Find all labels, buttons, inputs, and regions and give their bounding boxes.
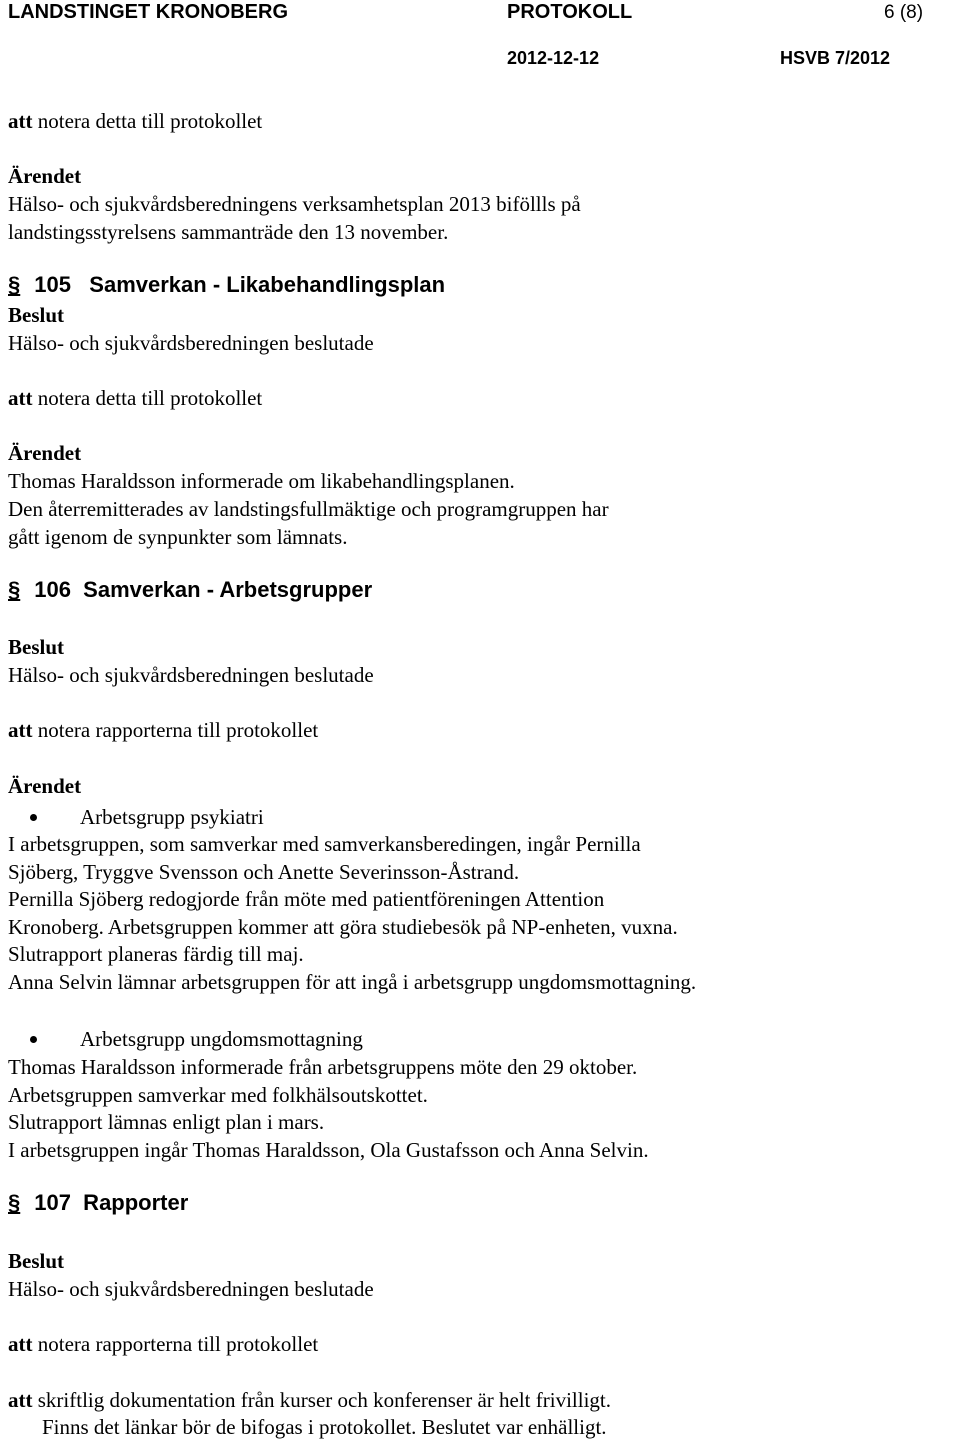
heading-beslut: Beslut	[8, 303, 65, 327]
page-number: 6 (8)	[884, 2, 924, 23]
heading-beslut: Beslut	[8, 635, 65, 659]
bullet-icon	[30, 814, 37, 821]
list-item: Arbetsgrupp ungdomsmottagning	[80, 1027, 363, 1051]
section-107-heading: § 107 Rapporter	[8, 1190, 189, 1215]
text-line: Den återremitterades av landstingsfullmäktige och programgruppen har	[8, 497, 609, 521]
text-line: I arbetsgruppen, som samverkar med samverkansberedingen, ingår Pernilla	[8, 832, 641, 856]
decision-line: att notera detta till protokollet	[8, 109, 263, 133]
section-105-heading: § 105 Samverkan - Likabehandlingsplan	[8, 272, 446, 297]
text-line: Pernilla Sjöberg redogjorde från möte med patientföreningen Attention	[8, 887, 605, 911]
text-line: Hälso- och sjukvårdsberedningen beslutade	[8, 1277, 374, 1301]
bullet-icon	[30, 1036, 37, 1043]
heading-arendet: Ärendet	[8, 774, 82, 798]
text-line: Hälso- och sjukvårdsberedningen beslutade	[8, 663, 374, 687]
text-line: Thomas Haraldsson informerade från arbetsgruppens möte den 29 oktober.	[8, 1055, 638, 1079]
text-line: Hälso- och sjukvårdsberedningen beslutade	[8, 331, 374, 355]
text-line: Slutrapport lämnas enligt plan i mars.	[8, 1110, 325, 1134]
heading-arendet: Ärendet	[8, 164, 82, 188]
heading-arendet: Ärendet	[8, 441, 82, 465]
text-line: Finns det länkar bör de bifogas i protokollet. Beslutet var enhälligt.	[42, 1415, 607, 1439]
text-line: Arbetsgruppen samverkar med folkhälsoutskottet.	[8, 1083, 428, 1107]
org-name: LANDSTINGET KRONOBERG	[8, 1, 288, 23]
list-item: Arbetsgrupp psykiatri	[80, 805, 264, 829]
text-line: Anna Selvin lämnar arbetsgruppen för att ingå i arbetsgrupp ungdomsmottagning.	[8, 970, 697, 994]
text-line: I arbetsgruppen ingår Thomas Haraldsson, Ola Gustafsson och Anna Selvin.	[8, 1138, 649, 1162]
decision-line: att notera rapporterna till protokollet	[8, 1332, 319, 1356]
text-line: gått igenom de synpunkter som lämnats.	[8, 525, 348, 549]
decision-line: att skriftlig dokumentation från kurser och konferenser är helt frivilligt.	[8, 1388, 611, 1412]
document-date: 2012-12-12	[507, 48, 600, 68]
text-line: Sjöberg, Tryggve Svensson och Anette Severinsson-Åstrand.	[8, 860, 520, 884]
document-reference: HSVB 7/2012	[780, 48, 891, 68]
section-106-heading: § 106 Samverkan - Arbetsgrupper	[8, 577, 373, 602]
text-line: Slutrapport planeras färdig till maj.	[8, 942, 304, 966]
text-line: landstingsstyrelsens sammanträde den 13 november.	[8, 220, 449, 244]
text-line: Hälso- och sjukvårdsberedningens verksamhetsplan 2013 biföllls på	[8, 192, 581, 216]
text-line: Thomas Haraldsson informerade om likabehandlingsplanen.	[8, 469, 515, 493]
text-line: Kronoberg. Arbetsgruppen kommer att göra studiebesök på NP-enheten, vuxna.	[8, 915, 678, 939]
decision-line: att notera detta till protokollet	[8, 386, 263, 410]
decision-line: att notera rapporterna till protokollet	[8, 718, 319, 742]
heading-beslut: Beslut	[8, 1249, 65, 1273]
document-type: PROTOKOLL	[507, 1, 633, 23]
